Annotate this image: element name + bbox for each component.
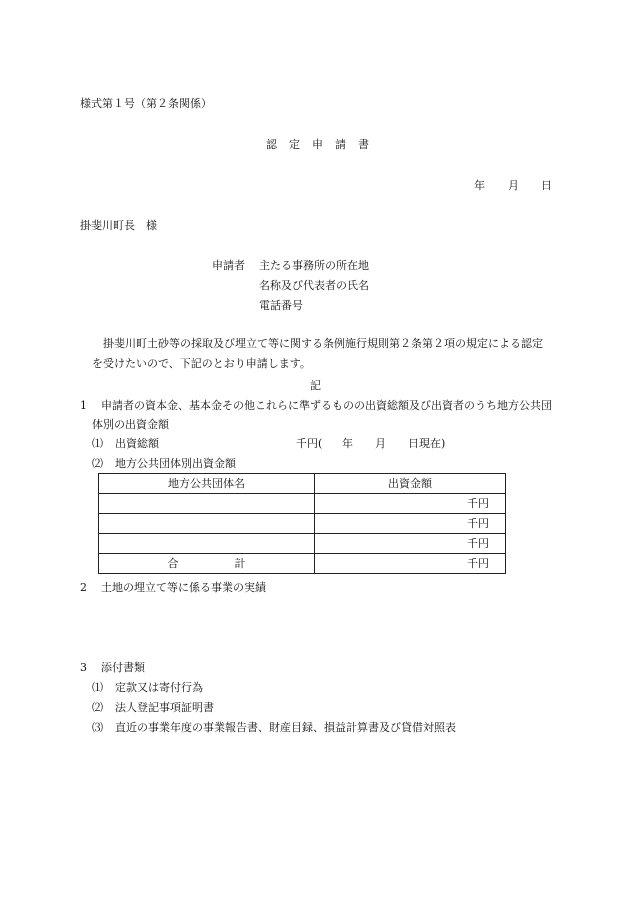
as-of-month: 月 — [375, 437, 386, 450]
section-1-title-line-2: 体別の出資金額 — [92, 418, 169, 431]
amount-cell: 千円 — [315, 514, 506, 534]
total-investment-label: 出資総額 — [115, 437, 159, 450]
body-line-2: を受けたいので、下記のとおり申請します。 — [92, 357, 311, 370]
column-header-amount: 出資金額 — [315, 474, 506, 494]
applicant-name: 名称及び代表者の氏名 — [259, 279, 369, 292]
item-number: ⑴ — [92, 681, 103, 694]
item-number: ⑶ — [92, 721, 103, 734]
per-entity-investment-label: 地方公共団体別出資金額 — [115, 457, 236, 470]
date-year: 年 — [474, 179, 485, 192]
applicant-phone: 電話番号 — [259, 299, 303, 312]
total-label-right: 計 — [234, 557, 246, 570]
amount-cell: 千円 — [315, 534, 506, 554]
amount-cell: 千円 — [315, 494, 506, 514]
table-row — [99, 494, 506, 514]
item-number: ⑵ — [92, 701, 103, 714]
section-2-title: 土地の埋立て等に係る事業の実績 — [101, 581, 266, 594]
title-char: 申 — [312, 138, 323, 151]
title-char: 認 — [266, 138, 277, 151]
attachment-item: 定款又は寄付行為 — [115, 681, 203, 694]
attachment-item: 直近の事業年度の事業報告書、財産目録、損益計算書及び貸借対照表 — [115, 721, 456, 734]
entity-name-cell — [99, 534, 315, 554]
applicant-address: 主たる事務所の所在地 — [259, 259, 369, 272]
title-char: 請 — [335, 138, 346, 151]
as-of-day: 日現在) — [408, 437, 446, 450]
section-1-title-line-1: 申請者の資本金、基本金その他これらに準ずるものの出資総額及び出資者のうち地方公共団 — [101, 399, 552, 412]
table-total-row — [99, 554, 506, 574]
table-row — [99, 534, 506, 554]
date-month: 月 — [508, 179, 519, 192]
entity-name-cell — [99, 494, 315, 514]
investment-table — [98, 473, 506, 574]
table-header-row — [99, 474, 506, 494]
body-line-1: 掛斐川町土砂等の採取及び埋立て等に関する条例施行規則第２条第２項の規定による認定 — [103, 337, 543, 350]
title-char: 書 — [358, 138, 369, 151]
title-char: 定 — [289, 138, 300, 151]
as-of-year: 年 — [342, 437, 353, 450]
section-number: 1 — [80, 399, 87, 412]
table-row — [99, 514, 506, 534]
ki-heading: 記 — [310, 379, 321, 392]
form-number: 様式第１号（第２条関係） — [80, 97, 212, 110]
addressee: 掛斐川町長 様 — [80, 219, 157, 232]
item-number: ⑴ — [92, 437, 103, 450]
section-number: 2 — [80, 581, 87, 594]
entity-name-cell — [99, 514, 315, 534]
date-day: 日 — [541, 179, 552, 192]
applicant-label: 申請者 — [212, 259, 245, 272]
attachment-item: 法人登記事項証明書 — [115, 701, 214, 714]
total-investment-unit: 千円( — [296, 437, 323, 450]
total-label-cell — [99, 554, 315, 574]
section-number: 3 — [80, 661, 87, 674]
column-header-entity: 地方公共団体名 — [99, 474, 315, 494]
item-number: ⑵ — [92, 457, 103, 470]
section-3-title: 添付書類 — [101, 661, 145, 674]
total-amount-cell: 千円 — [315, 554, 506, 574]
total-label-left: 合 — [167, 557, 179, 570]
